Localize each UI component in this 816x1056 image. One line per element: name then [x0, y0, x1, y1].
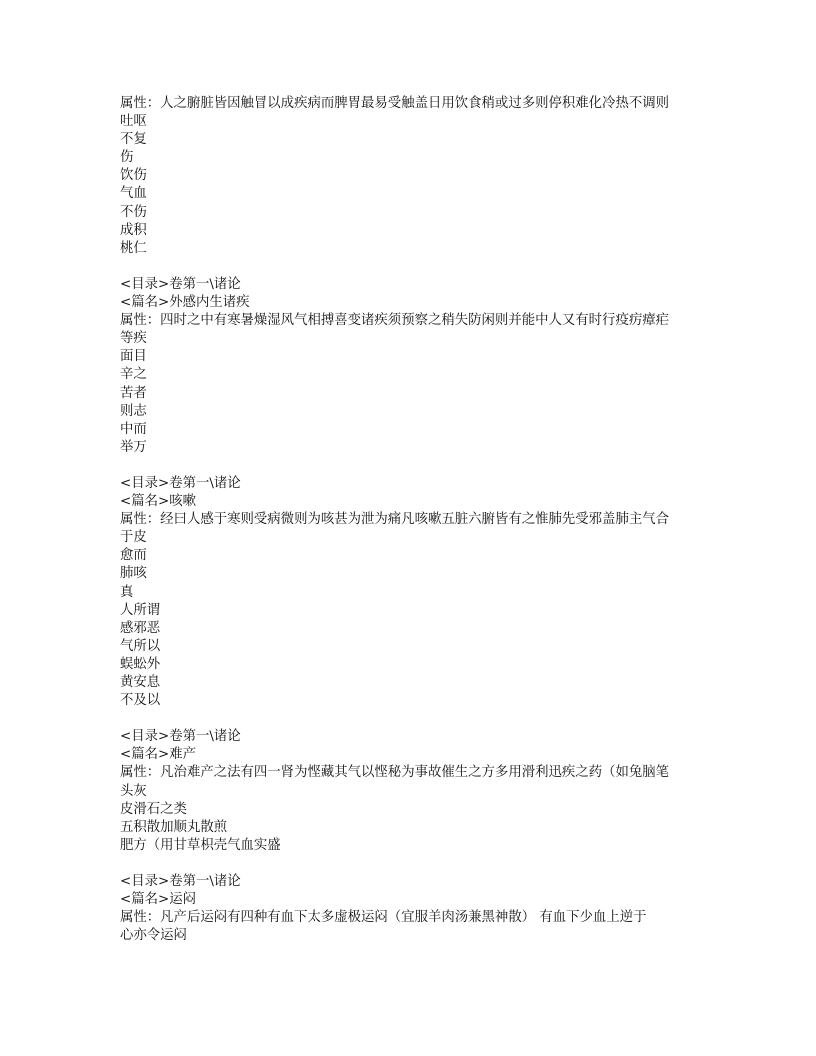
- text-line: 五积散加顺丸散煎: [120, 819, 228, 835]
- attribute-text: 人之腑脏皆因触冒以成疾病而脾胃最易受触盖日用饮食稍或过多则停积难化冷热不调则: [160, 96, 670, 111]
- spacer: [120, 457, 710, 475]
- catalog-line: <目录>卷第一\诸论: [120, 729, 241, 745]
- text-line: 苦者: [120, 385, 147, 401]
- attribute-label: 属性：: [120, 910, 161, 926]
- text-line: 成积: [120, 222, 147, 238]
- text-line: 肥方（用甘草枳壳气血实盛: [120, 837, 281, 853]
- catalog-line: <目录>卷第一\诸论: [120, 874, 241, 890]
- chapter-title: <篇名>咳嗽: [120, 494, 197, 510]
- attribute-line: [120, 909, 710, 927]
- chapter-title: <篇名>难产: [120, 747, 197, 763]
- text-line: 头灰: [120, 783, 147, 799]
- text-line: 真: [120, 584, 134, 600]
- section-difficult-labor: [120, 728, 710, 855]
- section-spleen-stomach: [120, 95, 710, 258]
- chapter-title: <篇名>外感内生诸疾: [120, 295, 250, 311]
- spacer: [120, 855, 710, 873]
- text-line: 于皮: [120, 530, 147, 546]
- attribute-line: [120, 95, 710, 113]
- text-line: 肺咳: [120, 566, 147, 582]
- attribute-text: 凡产后运闷有四种有血下太多虚极运闷（宜服羊肉汤兼黑神散） 有血下少血上逆于: [160, 910, 647, 926]
- text-line: 伤: [120, 150, 134, 166]
- spacer: [120, 710, 710, 728]
- text-line: 蜈蚣外: [120, 656, 161, 672]
- text-line: 等疾: [120, 331, 147, 347]
- attribute-line: [120, 511, 710, 529]
- text-line: 愈而: [120, 548, 147, 564]
- text-line: 心亦令运闷: [120, 928, 187, 944]
- attribute-label: 属性：: [120, 96, 161, 111]
- text-line: 感邪恶: [120, 620, 161, 636]
- section-cough: [120, 475, 710, 710]
- attribute-label: 属性：: [120, 512, 161, 528]
- attribute-line: [120, 764, 710, 782]
- text-line: 气血: [120, 186, 147, 202]
- attribute-text: 凡治难产之法有四一肾为悭藏其气以悭秘为事故催生之方多用滑利迅疾之药（如兔脑笔: [160, 765, 670, 781]
- section-postpartum-dizziness: [120, 873, 710, 945]
- spacer: [120, 258, 710, 276]
- text-line: 不伤: [120, 204, 147, 220]
- text-line: 人所谓: [120, 602, 161, 618]
- text-line: 黄安息: [120, 675, 161, 690]
- text-line: 饮伤: [120, 168, 147, 184]
- text-line: 桃仁: [120, 240, 147, 256]
- text-line: 不复: [120, 132, 147, 148]
- text-line: 吐呕: [120, 114, 147, 130]
- text-line: 中而: [120, 421, 147, 437]
- text-line: 气所以: [120, 638, 161, 654]
- text-line: 皮滑石之类: [120, 801, 187, 817]
- attribute-label: 属性：: [120, 765, 161, 781]
- text-line: 则志: [120, 403, 147, 419]
- attribute-text: 经曰人感于寒则受病微则为咳甚为泄为痛凡咳嗽五脏六腑皆有之惟肺先受邪盖肺主气合: [160, 512, 670, 528]
- text-line: 不及以: [120, 693, 161, 709]
- attribute-text: 四时之中有寒暑燥湿风气相搏喜变诸疾须预察之稍失防闲则并能中人又有时行疫疠瘴疟: [160, 313, 670, 329]
- attribute-label: 属性：: [120, 313, 161, 329]
- chapter-title: <篇名>运闷: [120, 892, 197, 908]
- document-page: [120, 95, 710, 945]
- text-line: 面目: [120, 349, 147, 365]
- catalog-line: <目录>卷第一\诸论: [120, 276, 241, 292]
- section-external-internal-diseases: [120, 276, 710, 457]
- text-line: 辛之: [120, 367, 147, 383]
- catalog-line: <目录>卷第一\诸论: [120, 475, 241, 491]
- attribute-line: [120, 312, 710, 330]
- text-line: 举万: [120, 439, 147, 455]
